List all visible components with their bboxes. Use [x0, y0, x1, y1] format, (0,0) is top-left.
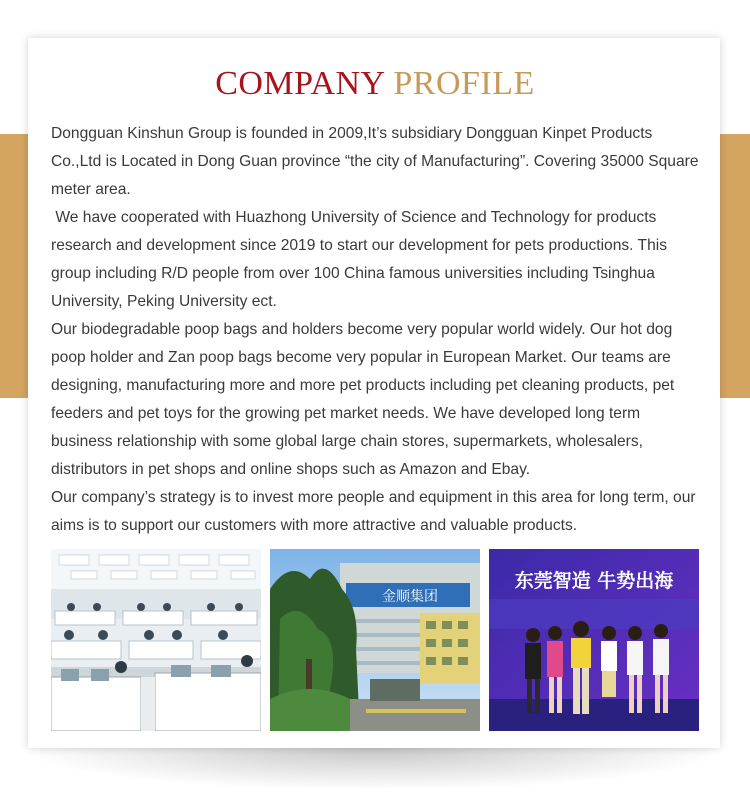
paragraph-strategy: Our company’s strategy is to invest more people and equipment in this area for long term, our aims is to support our customers with more attractive and valuable products. [51, 489, 700, 534]
event-photo [489, 549, 699, 731]
paragraph-research: We have cooperated with Huazhong University of Science and Technology for products research and development since 2019 to start our development for pets productions. This group including R/D people from over 100 China famous universities including Tsinghua University, Peking University ect. [51, 209, 672, 310]
paragraph-founding: Dongguan Kinshun Group is founded in 2009,It’s subsidiary Dongguan Kinpet Products Co.,Ltd is Located in Dong Guan province “the city of Manufacturing”. Covering 35000 Square meter area. [51, 125, 703, 198]
building-photo [270, 549, 480, 731]
card-shadow [40, 748, 708, 788]
office-photo [51, 549, 261, 731]
paragraph-products: Our biodegradable poop bags and holders become very popular world widely. Our hot dog poop holder and Zan poop bags become very popular in European Market. Our teams are designing, manufacturing more and more pet products including pet cleaning products, pet feeders and pet toys for the growing pet market needs. We have developed long term business relationship with some global large chain stores, supermarkets, wholesalers, distributors in pet shops and online shops such as Amazon and Ebay. [51, 321, 679, 478]
page-title [0, 62, 750, 106]
building-sign-text: 金顺集团 [382, 589, 438, 605]
event-banner-text: 东莞智造 牛势出海 [514, 570, 674, 592]
title-word-company: COMPANY [215, 65, 385, 102]
profile-body [51, 120, 701, 540]
title-word-profile: PROFILE [393, 65, 535, 102]
